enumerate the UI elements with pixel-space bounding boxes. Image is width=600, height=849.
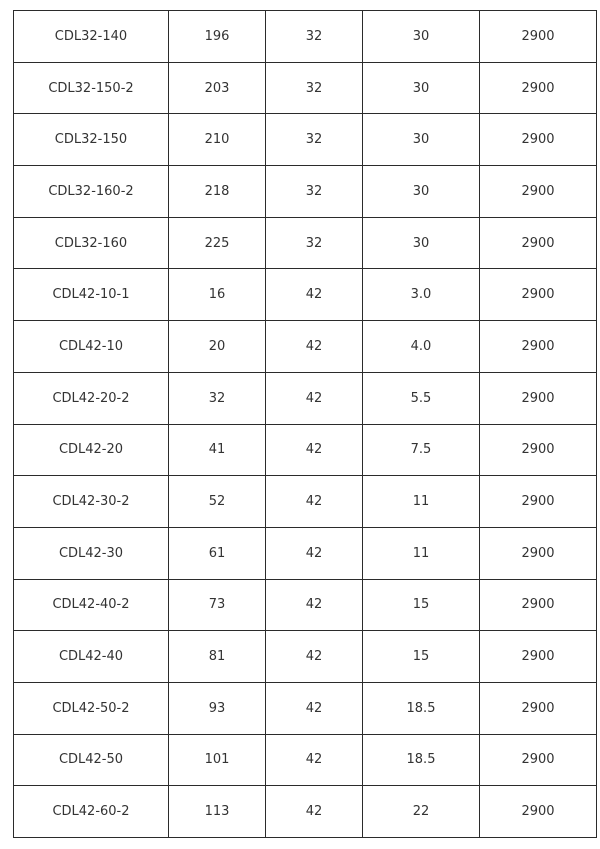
value-cell-4: 2900 [480,372,597,424]
value-cell-1: 203 [169,62,266,114]
value-cell-3: 11 [363,527,480,579]
value-cell-1: 93 [169,682,266,734]
value-cell-1: 41 [169,424,266,476]
model-cell: CDL42-40-2 [14,579,169,631]
value-cell-2: 32 [266,166,363,218]
model-cell: CDL32-160-2 [14,166,169,218]
value-cell-3: 30 [363,217,480,269]
value-cell-3: 18.5 [363,682,480,734]
value-cell-4: 2900 [480,166,597,218]
model-cell: CDL32-140 [14,11,169,63]
value-cell-3: 4.0 [363,321,480,373]
table-row [14,682,597,734]
value-cell-3: 11 [363,476,480,528]
table-row [14,62,597,114]
value-cell-2: 42 [266,631,363,683]
table-row [14,476,597,528]
table-row [14,631,597,683]
value-cell-1: 32 [169,372,266,424]
value-cell-3: 30 [363,114,480,166]
value-cell-4: 2900 [480,579,597,631]
value-cell-2: 32 [266,62,363,114]
model-cell: CDL42-60-2 [14,786,169,838]
value-cell-2: 42 [266,476,363,528]
value-cell-1: 101 [169,734,266,786]
value-cell-2: 42 [266,321,363,373]
value-cell-3: 3.0 [363,269,480,321]
model-cell: CDL42-10-1 [14,269,169,321]
value-cell-4: 2900 [480,114,597,166]
value-cell-4: 2900 [480,476,597,528]
table-row [14,372,597,424]
value-cell-3: 5.5 [363,372,480,424]
value-cell-4: 2900 [480,631,597,683]
value-cell-1: 61 [169,527,266,579]
value-cell-2: 42 [266,734,363,786]
value-cell-3: 30 [363,62,480,114]
value-cell-2: 42 [266,786,363,838]
value-cell-1: 196 [169,11,266,63]
table-body [14,11,597,838]
table-row [14,114,597,166]
table-row [14,579,597,631]
value-cell-1: 210 [169,114,266,166]
value-cell-1: 225 [169,217,266,269]
value-cell-4: 2900 [480,217,597,269]
table-row [14,734,597,786]
table-row [14,424,597,476]
table-row [14,786,597,838]
value-cell-2: 42 [266,424,363,476]
model-cell: CDL32-150-2 [14,62,169,114]
value-cell-4: 2900 [480,321,597,373]
value-cell-4: 2900 [480,269,597,321]
model-cell: CDL42-40 [14,631,169,683]
table-row [14,11,597,63]
value-cell-4: 2900 [480,424,597,476]
value-cell-2: 42 [266,372,363,424]
value-cell-3: 18.5 [363,734,480,786]
value-cell-2: 32 [266,217,363,269]
model-cell: CDL42-20-2 [14,372,169,424]
value-cell-4: 2900 [480,62,597,114]
value-cell-3: 22 [363,786,480,838]
value-cell-2: 32 [266,114,363,166]
value-cell-4: 2900 [480,734,597,786]
value-cell-1: 16 [169,269,266,321]
table-row [14,527,597,579]
model-cell: CDL42-30 [14,527,169,579]
model-cell: CDL42-20 [14,424,169,476]
value-cell-4: 2900 [480,786,597,838]
value-cell-3: 30 [363,11,480,63]
value-cell-3: 15 [363,631,480,683]
value-cell-1: 81 [169,631,266,683]
value-cell-1: 73 [169,579,266,631]
value-cell-4: 2900 [480,527,597,579]
table-row [14,166,597,218]
value-cell-4: 2900 [480,682,597,734]
model-cell: CDL42-50 [14,734,169,786]
value-cell-4: 2900 [480,11,597,63]
table-row [14,321,597,373]
value-cell-1: 218 [169,166,266,218]
model-cell: CDL42-30-2 [14,476,169,528]
value-cell-3: 30 [363,166,480,218]
value-cell-2: 32 [266,11,363,63]
pump-spec-table [13,10,597,838]
value-cell-1: 52 [169,476,266,528]
value-cell-2: 42 [266,269,363,321]
value-cell-1: 113 [169,786,266,838]
model-cell: CDL42-50-2 [14,682,169,734]
model-cell: CDL32-150 [14,114,169,166]
table-row [14,217,597,269]
value-cell-1: 20 [169,321,266,373]
value-cell-3: 7.5 [363,424,480,476]
value-cell-2: 42 [266,579,363,631]
value-cell-2: 42 [266,682,363,734]
value-cell-3: 15 [363,579,480,631]
value-cell-2: 42 [266,527,363,579]
table-row [14,269,597,321]
model-cell: CDL32-160 [14,217,169,269]
model-cell: CDL42-10 [14,321,169,373]
